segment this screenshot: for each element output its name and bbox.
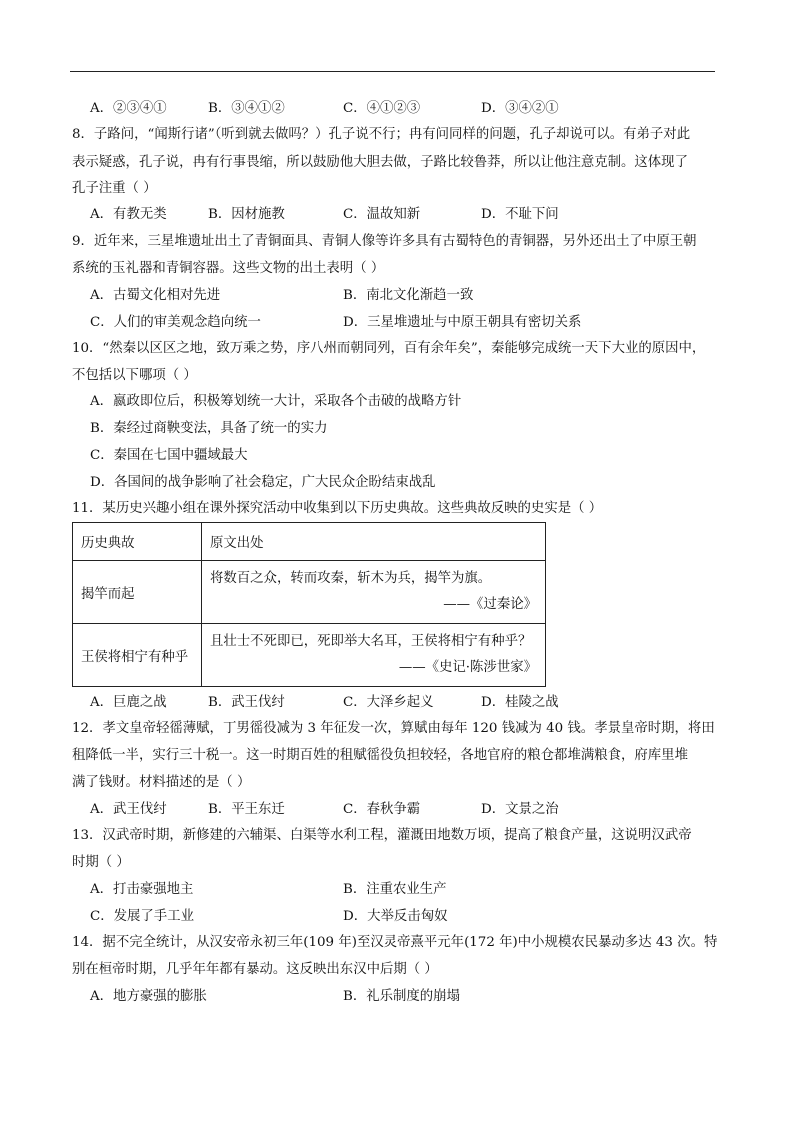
column-header: 原文出处 [202, 523, 546, 561]
table-row [73, 561, 546, 624]
option-d: D．各国间的战争影响了社会稳定，广大民众企盼结束战乱 [90, 475, 436, 490]
question-stem: 8．子路问，“闻斯行诸”（听到就去做吗？）孔子说不行；冉有问同样的问题，孔子却说可以。有弟子对此 [72, 127, 691, 142]
option-c: C．春秋争霸 [343, 802, 421, 817]
option-c: C．④①②③ [343, 101, 421, 116]
source-quote: 且壮士不死即已，死即举大名耳，王侯将相宁有种乎？ [210, 634, 532, 649]
column-header: 历史典故 [73, 523, 202, 561]
source-cell [202, 561, 546, 624]
option-c: C．发展了手工业 [90, 909, 194, 924]
option-a: A．嬴政即位后，积极筹划统一大计，采取各个击破的战略方针 [90, 394, 462, 409]
option-c: C．人们的审美观念趋向统一 [90, 315, 261, 330]
question-stem: 租降低一半，实行三十税一。这一时期百姓的租赋徭役负担较轻，各地官府的粮仓都堆满粮食，府库里堆 [72, 748, 688, 763]
option-b: B．秦经过商鞅变法，具备了统一的实力 [90, 421, 328, 436]
option-b: B．武王伐纣 [208, 695, 285, 710]
option-b: B．因材施教 [208, 207, 285, 222]
option-a: A．武王伐纣 [90, 802, 167, 817]
option-b: B．注重农业生产 [343, 882, 447, 897]
option-d: D．不耻下问 [481, 207, 559, 222]
question-stem: 13．汉武帝时期，新修建的六辅渠、白渠等水利工程，灌溉田地数万顷，提高了粮食产量，这说明汉武帝 [72, 828, 692, 843]
question-stem: 14．据不完全统计，从汉安帝永初三年(109 年)至汉灵帝熹平元年(172 年)中小规模农民暴动多达 43 次。特 [72, 935, 718, 950]
allusion-name: 王侯将相宁有种乎 [73, 624, 202, 687]
option-b: B．礼乐制度的崩塌 [343, 989, 460, 1004]
option-a: A．②③④① [90, 101, 167, 116]
question-stem: 时期（ ） [72, 855, 130, 870]
question-stem: 11．某历史兴趣小组在课外探究活动中收集到以下历史典故。这些典故反映的史实是（ ） [72, 501, 603, 516]
table-header-row [73, 523, 546, 561]
option-d: D．三星堆遗址与中原王朝具有密切关系 [343, 315, 582, 330]
option-b: B．南北文化渐趋一致 [343, 288, 474, 303]
option-a: A．地方豪强的膨胀 [90, 989, 207, 1004]
option-d: D．大举反击匈奴 [343, 909, 448, 924]
option-d: D．③④②① [481, 101, 559, 116]
option-a: A．打击豪强地主 [90, 882, 194, 897]
question-stem: 孔子注重（ ） [72, 181, 157, 196]
source-quote: 将数百之众，转而攻秦，斩木为兵，揭竿为旗。 [210, 571, 492, 586]
header-rule [70, 71, 715, 72]
option-c: C．温故知新 [343, 207, 421, 222]
question-stem: 9．近年来，三星堆遗址出土了青铜面具、青铜人像等许多具有古蜀特色的青铜器，另外还出土了中原王朝 [72, 234, 697, 249]
question-stem: 系统的玉礼器和青铜容器。这些文物的出土表明（ ） [72, 261, 385, 276]
question-stem: 别在桓帝时期，几乎年年都有暴动。这反映出东汉中后期（ ） [72, 962, 438, 977]
option-a: A．古蜀文化相对先进 [90, 288, 221, 303]
option-a: A．巨鹿之战 [90, 695, 167, 710]
question-stem: 12．孝文皇帝轻徭薄赋，丁男徭役减为 3 年征发一次，算赋由每年 120 钱减为 40 钱。孝景皇帝时期，将田 [72, 721, 715, 736]
question-stem: 不包括以下哪项（ ） [72, 368, 197, 383]
option-b: B．③④①② [208, 101, 285, 116]
question-stem: 10．“然秦以区区之地，致万乘之势，序八州而朝同列，百有余年矣”，秦能够完成统一天下大业的原因中， [72, 341, 706, 356]
option-d: D．文景之治 [481, 802, 559, 817]
source-cell [202, 624, 546, 687]
source-table [72, 522, 546, 687]
table-row [73, 624, 546, 687]
option-b: B．平王东迁 [208, 802, 285, 817]
option-c: C．秦国在七国中疆域最大 [90, 448, 248, 463]
question-stem: 表示疑惑，孔子说，冉有行事畏缩，所以鼓励他大胆去做，子路比较鲁莽，所以让他注意克制。这体现了 [72, 155, 688, 170]
source-citation: ——《史记·陈涉世家》 [398, 660, 537, 675]
allusion-name: 揭竿而起 [73, 561, 202, 624]
option-d: D．桂陵之战 [481, 695, 559, 710]
option-c: C．大泽乡起义 [343, 695, 434, 710]
question-stem: 满了钱财。材料描述的是（ ） [72, 775, 251, 790]
source-citation: ——《过秦论》 [443, 597, 537, 612]
option-a: A．有教无类 [90, 207, 167, 222]
